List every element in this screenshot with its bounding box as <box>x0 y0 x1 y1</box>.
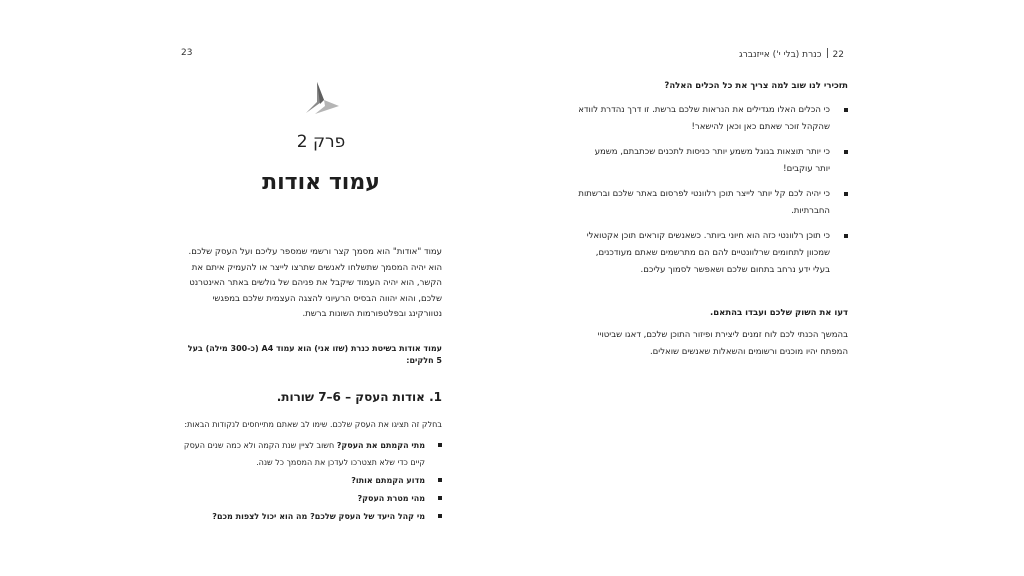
running-header <box>739 48 844 60</box>
right-page-number: 22 <box>832 50 844 60</box>
chapter-label: פרק 2 <box>296 132 346 152</box>
bullet-bold-text: מהי מטרת העסק? <box>357 493 425 503</box>
section-subheading: 1. אודות העסק – 6–7 שורות. <box>276 389 442 404</box>
left-page-number: 23 <box>181 48 193 58</box>
right-page-heading: תזכירי לנו שוב למה צריך את כל הכלים האלה? <box>664 81 848 91</box>
list-item <box>578 144 848 178</box>
section-intro: בחלק זה תציגו את העסק שלכם. שימו לב שאתם מתייחסים לנקודות הבאות: <box>184 419 442 429</box>
bullet-text: כי הכלים האלו מגדילים את הנראות שלכם ברשת. זו דרך נהדרת לוודא שהקהל זוכר שאתם כאן וכאן להישאר! <box>578 105 830 132</box>
chapter-logo-icon <box>301 80 341 120</box>
bullet-icon <box>844 234 848 238</box>
header-divider <box>827 48 828 58</box>
bullet-text: כי יהיה לכם קל יותר לייצר תוכן רלוונטי לפרסום באתר שלכם וברשתות החברתיות. <box>578 189 830 216</box>
bullet-text: חשוב לציין שנת הקמה ולא כמה שנים העסק קיים כדי שלא תצטרכו לעדכן את המסמך כל שנה. <box>183 440 425 467</box>
list-item <box>180 437 442 471</box>
bullet-text: כי יותר תוצאות בגוגל משמע יותר כניסות לתכנים שכתבתם, משמע יותר עוקבים! <box>594 147 830 174</box>
bullet-text: כי תוכן רלוונטי כזה הוא חיוני ביותר. כשאנשים קוראים תוכן אקטואלי שמכוון לתחומים שרלוונטיים להם הם מתרשמים שאתם מעודכנים, בעלי ידע נרחב בתחום שלכם ושאפשר לסמוך עליכם. <box>586 231 830 275</box>
list-item <box>578 228 848 279</box>
bullet-icon <box>844 108 848 112</box>
bullet-icon <box>438 496 442 500</box>
section-paragraph: בהמשך הכנתי לכם לוח זמנים ליצירת ופיזור התוכן שלכם, דאגו שביטויי המפתח יהיו מוכנים ורשומים והשאלות שאנשים שואלים. <box>597 330 848 357</box>
bullet-icon <box>844 192 848 196</box>
right-page <box>578 80 848 361</box>
list-item <box>180 490 442 507</box>
bullet-bold-text: מי קהל היעד של העסק שלכם? מה הוא יכול לצפות מכם? <box>212 511 425 521</box>
right-page-bullet-list <box>578 102 848 279</box>
section-heading: דעו את השוק שלכם ועבדו בהתאם. <box>710 308 848 318</box>
list-item <box>180 472 442 489</box>
author-name: כנרת (בלי י') אייזנברג <box>739 50 822 60</box>
list-item <box>180 508 442 525</box>
bullet-icon <box>438 443 442 447</box>
bullet-icon <box>438 514 442 518</box>
bullet-bold-text: מדוע הקמתם אותו? <box>351 475 425 485</box>
intro-paragraph: עמוד "אודות" הוא מסמך קצר ורשמי שמספר עליכם ועל העסק שלכם. הוא יהיה המסמך שתשלחו לאנשים שתרצו לייצר או להעמיק איתם את הקשר, הוא יהיה העמוד שיקבל את פניהם של גולשים באתר האינטרנט שלכם, והוא יהווה הבסיס הרעיוני להצגה העצמית שלכם במפגשי נטוורקינג ובפלטפורמות השונות ברשת. <box>188 247 442 319</box>
bullet-bold-text: מתי הקמתם את העסק? <box>336 440 425 450</box>
list-item <box>578 102 848 136</box>
length-note: עמוד אודות בשיטת כנרת (שזו אני) הוא עמוד A4 (כ-300 מילה) בעל 5 חלקים: <box>187 343 442 365</box>
left-page <box>180 245 442 526</box>
chapter-title: עמוד אודות <box>262 170 380 195</box>
bullet-icon <box>438 478 442 482</box>
bullet-icon <box>844 150 848 154</box>
left-page-bullet-list <box>180 437 442 525</box>
list-item <box>578 186 848 220</box>
